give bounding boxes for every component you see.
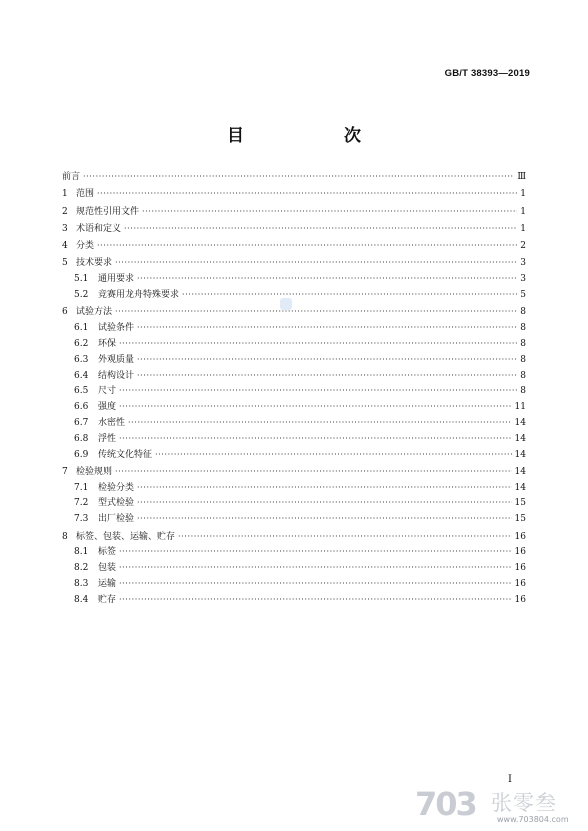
toc-entry[interactable] [62,221,526,237]
toc-entry-number: 6.1 [74,323,89,334]
toc-entry[interactable] [62,255,526,271]
toc-entry-number: 6 [62,307,68,318]
toc-entry-label: 尺寸 [98,386,117,397]
toc-entry[interactable] [62,336,526,352]
watermark-url: www.703804.com [497,815,569,824]
toc-entry-label: 结构设计 [98,370,135,381]
toc-entry-number: 5.1 [74,274,89,285]
toc-entry[interactable] [62,415,526,431]
toc-entry-label: 标签、包装、运输、贮存 [76,531,176,542]
toc-leader-dots [137,352,517,368]
toc-entry-page: 16 [514,563,526,574]
toc-entry[interactable] [62,592,526,608]
toc-entry-label: 检验规则 [76,466,113,477]
toc-entry-number: 7.2 [74,498,89,509]
toc-entry-label: 强度 [98,402,117,413]
toc-entry[interactable] [62,431,526,447]
toc-entry[interactable] [62,495,526,511]
toc-leader-dots [115,304,517,320]
toc-entry-page: 11 [514,402,526,413]
toc-leader-dots [119,399,512,415]
toc-entry[interactable] [62,529,526,545]
toc-leader-dots [137,368,517,384]
toc-entry-label: 前言 [62,172,81,182]
table-of-contents [62,169,526,608]
toc-entry[interactable] [62,447,526,463]
toc-entry-page: 5 [520,290,526,301]
toc-entry-page: 3 [520,274,526,285]
toc-leader-dots [119,431,512,447]
toc-entry[interactable] [62,287,526,303]
toc-entry[interactable] [62,186,526,202]
watermark-logo [415,785,575,827]
toc-entry[interactable] [62,464,526,480]
toc-entry-page: 3 [520,258,526,269]
toc-entry-page: 8 [520,354,526,365]
toc-entry-page: 8 [520,338,526,349]
watermark-logo-text: 张零叁 [491,791,557,815]
toc-entry[interactable] [62,544,526,560]
toc-entry-label: 竞赛用龙舟特殊要求 [98,290,180,301]
toc-entry-label: 外观质量 [98,354,135,365]
toc-leader-dots [119,383,517,399]
toc-entry[interactable] [62,238,526,254]
toc-entry-label: 规范性引用文件 [76,206,140,217]
toc-leader-dots [137,511,512,527]
toc-entry-label: 出厂检验 [98,514,135,525]
toc-entry-label: 环保 [98,338,117,349]
toc-leader-dots [119,576,512,592]
toc-entry[interactable] [62,560,526,576]
toc-entry-label: 贮存 [98,594,117,605]
toc-entry-number: 2 [62,206,68,217]
standard-code: GB/T 38393—2019 [444,68,530,79]
toc-leader-dots [137,320,517,336]
toc-entry-number: 6.3 [74,354,89,365]
toc-leader-dots [119,560,512,576]
toc-leader-dots [124,221,517,237]
toc-entry[interactable] [62,511,526,527]
toc-leader-dots [128,415,512,431]
toc-entry-label: 术语和定义 [76,223,122,234]
toc-entry-label: 型式检验 [98,498,135,509]
toc-entry-number: 8.1 [74,547,89,558]
page-title: 目 次 [227,126,383,146]
toc-entry[interactable] [62,352,526,368]
toc-entry-label: 标签 [98,547,117,558]
toc-entry-page: 14 [514,417,526,428]
toc-entry[interactable] [62,271,526,287]
toc-entry-page: 16 [514,578,526,589]
toc-entry-page: 1 [520,189,526,200]
toc-entry-page: 8 [520,323,526,334]
toc-leader-dots [97,186,517,202]
toc-leader-dots [119,544,512,560]
toc-entry-label: 包装 [98,563,117,574]
toc-leader-dots [115,464,512,480]
toc-entry[interactable] [62,576,526,592]
toc-entry[interactable] [62,169,526,185]
toc-entry-number: 7 [62,466,68,477]
toc-entry-page: 14 [514,482,526,493]
toc-entry[interactable] [62,304,526,320]
toc-entry[interactable] [62,383,526,399]
toc-entry-page: 14 [514,433,526,444]
toc-entry-number: 6.5 [74,386,89,397]
toc-entry-label: 检验分类 [98,482,135,493]
toc-entry-page: 1 [520,223,526,234]
toc-entry-number: 6.7 [74,417,89,428]
toc-leader-dots [119,336,517,352]
toc-entry-page: 16 [514,547,526,558]
toc-entry-number: 6.9 [74,449,89,460]
toc-entry-page: 1 [520,206,526,217]
toc-entry[interactable] [62,368,526,384]
toc-entry-label: 浮性 [98,433,117,444]
toc-leader-dots [115,255,517,271]
toc-entry-number: 3 [62,223,68,234]
toc-entry-number: 7.3 [74,514,89,525]
toc-entry-number: 6.8 [74,433,89,444]
toc-entry[interactable] [62,399,526,415]
toc-leader-dots [83,169,514,185]
toc-entry-number: 6.2 [74,338,89,349]
toc-entry-label: 技术要求 [76,258,113,269]
watermark-logo-number: 703 [415,785,476,823]
toc-entry-page: 15 [514,498,526,509]
toc-entry-page: 8 [520,307,526,318]
toc-entry-number: 8 [62,531,68,542]
toc-entry-page: Ⅲ [517,172,526,182]
toc-entry-page: 2 [520,241,526,252]
page-number: Ⅰ [508,774,512,785]
toc-entry-number: 6.6 [74,402,89,413]
toc-entry-page: 14 [514,466,526,477]
toc-entry[interactable] [62,480,526,496]
toc-entry-number: 8.4 [74,594,89,605]
toc-entry[interactable] [62,320,526,336]
toc-entry-label: 运输 [98,578,117,589]
toc-entry-label: 通用要求 [98,274,135,285]
toc-entry-page: 16 [514,531,526,542]
toc-leader-dots [178,529,512,545]
toc-leader-dots [182,287,517,303]
toc-leader-dots [142,204,517,220]
toc-entry-number: 4 [62,241,68,252]
toc-entry-label: 水密性 [98,417,126,428]
toc-entry-number: 5 [62,258,68,269]
toc-entry-number: 1 [62,189,68,200]
toc-entry-label: 分类 [76,241,95,252]
toc-entry[interactable] [62,204,526,220]
toc-entry-label: 范围 [76,189,95,200]
toc-entry-label: 试验条件 [98,323,135,334]
toc-leader-dots [137,480,512,496]
toc-entry-number: 7.1 [74,482,89,493]
toc-entry-number: 5.2 [74,290,89,301]
toc-entry-page: 14 [514,449,526,460]
toc-leader-dots [119,592,512,608]
toc-entry-page: 8 [520,386,526,397]
toc-entry-number: 8.2 [74,563,89,574]
toc-entry-page: 8 [520,370,526,381]
toc-entry-label: 传统文化特征 [98,449,153,460]
toc-entry-number: 8.3 [74,578,89,589]
toc-leader-dots [155,447,512,463]
toc-leader-dots [97,238,517,254]
toc-entry-page: 16 [514,594,526,605]
toc-entry-number: 6.4 [74,370,89,381]
toc-leader-dots [137,271,517,287]
toc-entry-label: 试验方法 [76,307,113,318]
toc-leader-dots [137,495,512,511]
toc-entry-page: 15 [514,514,526,525]
